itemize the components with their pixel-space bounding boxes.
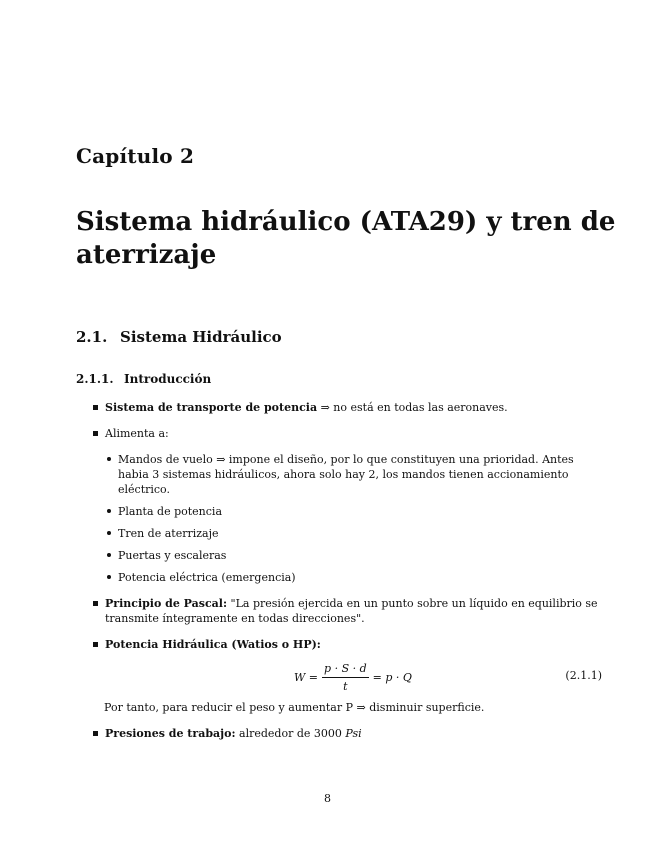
round-bullet-icon bbox=[107, 457, 111, 461]
equation-number: (2.1.1) bbox=[565, 669, 602, 682]
square-bullet-icon bbox=[93, 405, 98, 410]
list-item-alimenta bbox=[92, 426, 602, 441]
sub-item-text: Planta de potencia bbox=[118, 505, 223, 518]
item-bold-label: Sistema de transporte de potencia bbox=[105, 401, 318, 414]
equation-lhs: W = bbox=[294, 671, 319, 684]
subsection-title: Introducción bbox=[124, 372, 212, 386]
section-title: Sistema Hidráulico bbox=[120, 328, 282, 346]
round-bullet-icon bbox=[107, 575, 111, 579]
list-item-transport bbox=[92, 400, 602, 415]
bullet-list bbox=[92, 400, 602, 741]
round-bullet-icon bbox=[107, 531, 111, 535]
square-bullet-icon bbox=[93, 601, 98, 606]
item-unit: Psi bbox=[345, 727, 362, 740]
sub-item-text: Potencia eléctrica (emergencia) bbox=[118, 571, 296, 584]
sub-item-text: Tren de aterrizaje bbox=[118, 527, 219, 540]
fraction-denominator: t bbox=[343, 680, 348, 693]
section-number: 2.1. bbox=[76, 328, 108, 346]
square-bullet-icon bbox=[93, 642, 98, 647]
sub-list-item bbox=[106, 452, 602, 497]
chapter-title: Sistema hidráulico (ATA29) y tren de aterrizaje bbox=[76, 207, 616, 270]
sub-list bbox=[106, 452, 602, 585]
item-bold-label: Principio de Pascal: bbox=[105, 597, 228, 610]
page-number: 8 bbox=[324, 792, 331, 805]
sub-list-item bbox=[106, 548, 602, 563]
sub-item-text: Puertas y escaleras bbox=[118, 549, 227, 562]
equation-body bbox=[294, 661, 412, 694]
item-text: ⇒ no está en todas las aeronaves. bbox=[317, 401, 508, 414]
chapter-label: Capítulo 2 bbox=[76, 144, 195, 168]
fraction-numerator: p · S · d bbox=[322, 661, 369, 678]
list-item-presiones bbox=[92, 726, 602, 741]
list-item-potencia bbox=[92, 637, 602, 652]
item-text: alrededor de 3000 bbox=[235, 727, 346, 740]
equation-rhs: = p · Q bbox=[372, 671, 412, 684]
item-bold-label: Presiones de trabajo: bbox=[105, 727, 236, 740]
paragraph-por-tanto: Por tanto, para reducir el peso y aumentar P ⇒ disminuir superficie. bbox=[104, 701, 485, 714]
item-text: "La presión ejercida en un punto sobre un líquido en equilibrio se transmite íntegramente en todas direcciones". bbox=[105, 597, 598, 625]
sub-item-text: Mandos de vuelo ⇒ impone el diseño, por lo que constituyen una prioridad. Antes habia 3 sistemas hidráulicos, ahora solo hay 2, los mandos tienen accionamiento eléctrico. bbox=[118, 453, 574, 496]
equation-fraction bbox=[322, 661, 369, 694]
round-bullet-icon bbox=[107, 509, 111, 513]
item-text: Alimenta a: bbox=[105, 427, 169, 440]
section-heading bbox=[76, 328, 282, 346]
round-bullet-icon bbox=[107, 553, 111, 557]
subsection-heading bbox=[76, 372, 211, 386]
sub-list-item bbox=[106, 570, 602, 585]
square-bullet-icon bbox=[93, 731, 98, 736]
sub-list-item bbox=[106, 504, 602, 519]
list-item-pascal bbox=[92, 596, 602, 626]
item-bold-label: Potencia Hidráulica (Watios o HP): bbox=[105, 638, 321, 651]
sub-list-item bbox=[106, 526, 602, 541]
subsection-number: 2.1.1. bbox=[76, 372, 114, 386]
square-bullet-icon bbox=[93, 431, 98, 436]
equation bbox=[104, 659, 602, 693]
